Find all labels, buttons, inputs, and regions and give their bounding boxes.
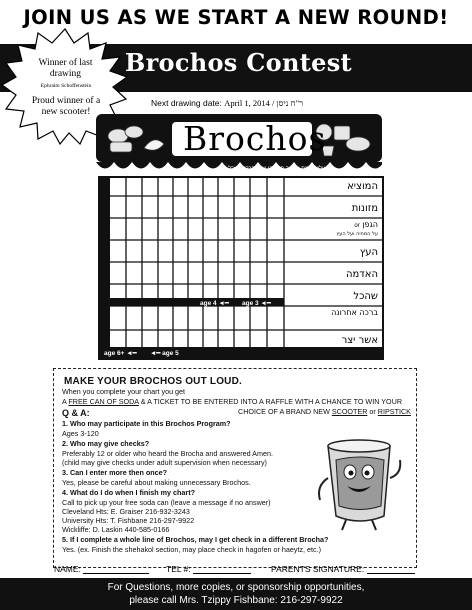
age-4-label: age 4 ◄━ bbox=[200, 300, 229, 307]
tel-label: TEL #: bbox=[166, 564, 191, 574]
blessing-asher-yatzar: אשר יצר bbox=[341, 335, 378, 346]
age-3-text: age 3 bbox=[242, 300, 259, 307]
dedication-text: לעילוי נשמת ר' זאב חיים בן יוסף ברקוביץ ז"ל bbox=[228, 166, 330, 172]
age-6-text: age 6+ bbox=[104, 350, 125, 357]
info-line-2-b: & A TICKET TO BE ENTERED INTO A RAFFLE WITH A CHANCE TO WIN YOUR bbox=[138, 397, 403, 406]
contact-wickliffe: Wickliffe: D. Laskin 440-585-0166 bbox=[62, 525, 170, 534]
contest-title: Brochos Contest bbox=[125, 48, 352, 77]
answer-2a: Preferably 12 or older who heard the Brocha and answered Amen. bbox=[62, 449, 273, 458]
parents-signature-field[interactable] bbox=[271, 564, 415, 574]
question-3: 3. Can I enter more then once? bbox=[62, 468, 168, 477]
info-line-3-b: or bbox=[367, 407, 378, 416]
blessing-hagafen-name: הגפן bbox=[362, 220, 378, 229]
answer-5: Yes. (ex. Finish the shehakol section, may place check in hagofen or haeytz, etc.) bbox=[62, 545, 322, 554]
ripstick-text: RIPSTICK bbox=[377, 407, 411, 416]
info-line-2 bbox=[62, 397, 402, 406]
blessing-shehakol: שהכל bbox=[353, 291, 378, 302]
age-6-label: age 6+ ◄━ bbox=[104, 350, 137, 357]
blessing-mezonos: מזונות bbox=[351, 203, 378, 214]
parents-signature-blank[interactable] bbox=[367, 565, 415, 574]
blessing-bracha-achrona: ברכה אחרונה bbox=[331, 308, 378, 317]
answer-2b: (child may give checks under adult supervision when necessary) bbox=[62, 458, 267, 467]
age-5-text: age 5 bbox=[162, 350, 179, 357]
soda-cup-icon bbox=[314, 438, 406, 534]
name-blank[interactable] bbox=[83, 565, 149, 574]
info-line-1: When you complete your chart you get bbox=[62, 387, 186, 396]
age-4-text: age 4 bbox=[200, 300, 217, 307]
answer-4a: Call to pick up your free soda can (leave a message if no answer) bbox=[62, 498, 271, 507]
page-headline: JOIN US AS WE START A NEW ROUND! bbox=[23, 6, 449, 29]
blessing-haetz: העץ bbox=[359, 247, 378, 258]
question-4: 4. What do I do when I finish my chart? bbox=[62, 488, 195, 497]
qa-heading: Q & A: bbox=[62, 408, 90, 418]
burst-winner-line: Winner of last drawing bbox=[38, 58, 93, 79]
name-field[interactable] bbox=[54, 564, 149, 574]
info-line-3 bbox=[238, 407, 411, 416]
brochos-logo: Brochos bbox=[183, 119, 327, 158]
next-drawing-label: Next drawing date: bbox=[151, 98, 222, 108]
blessing-hagafen bbox=[337, 221, 378, 238]
tel-field[interactable] bbox=[166, 564, 251, 574]
info-line-2-a: A bbox=[62, 397, 67, 406]
answer-3: Yes, please be careful about making unnecessary Brochos. bbox=[62, 478, 251, 487]
next-drawing-date bbox=[151, 98, 303, 108]
contact-cleveland: Cleveland Hts: E. Graiser 216-932-3243 bbox=[62, 507, 190, 516]
scooter-text: SCOOTER bbox=[331, 407, 368, 416]
question-2: 2. Who may give checks? bbox=[62, 439, 150, 448]
parents-signature-label: PARENTS SIGNATURE: bbox=[271, 564, 365, 574]
tel-blank[interactable] bbox=[193, 565, 251, 574]
blessing-hagafen-note: על המחיה ועל העץ bbox=[336, 231, 378, 237]
question-1: 1. Who may participate in this Brochos Program? bbox=[62, 419, 231, 428]
age-5-label: ◄━ age 5 bbox=[150, 350, 179, 357]
next-drawing-value: April 1, 2014 / ר"ח ניסן bbox=[224, 98, 304, 108]
name-label: NAME: bbox=[54, 564, 81, 574]
burst-prize-line: Proud winner of a new scooter! bbox=[31, 96, 101, 117]
question-5: 5. If I complete a whole line of Brochos, may I get check in a different Brocha? bbox=[62, 535, 329, 544]
free-soda-text: FREE CAN OF SODA bbox=[68, 397, 139, 406]
contact-university: University Hts: T. Fishbane 216-297-9922 bbox=[62, 516, 195, 525]
info-line-3-a: CHOICE OF A BRAND NEW bbox=[238, 407, 332, 416]
footer-line-2: please call Mrs. Tzippy Fishbane: 216-297-9922 bbox=[129, 595, 343, 606]
answer-1: Ages 3-120 bbox=[62, 429, 99, 438]
blessing-haadama: האדמה bbox=[345, 269, 378, 280]
footer-line-1: For Questions, more copies, or sponsorship opportunities, bbox=[107, 582, 365, 593]
blessing-hamotzi: המוציא bbox=[347, 181, 378, 192]
burst-winner-name: Ephraim Schoffenstein bbox=[40, 83, 92, 89]
blessing-hagafen-or: or bbox=[354, 223, 360, 229]
info-title: MAKE YOUR BROCHOS OUT LOUD. bbox=[64, 376, 242, 387]
brochos-chart-grid bbox=[98, 176, 384, 360]
age-3-label: age 3 ◄━ bbox=[242, 300, 271, 307]
